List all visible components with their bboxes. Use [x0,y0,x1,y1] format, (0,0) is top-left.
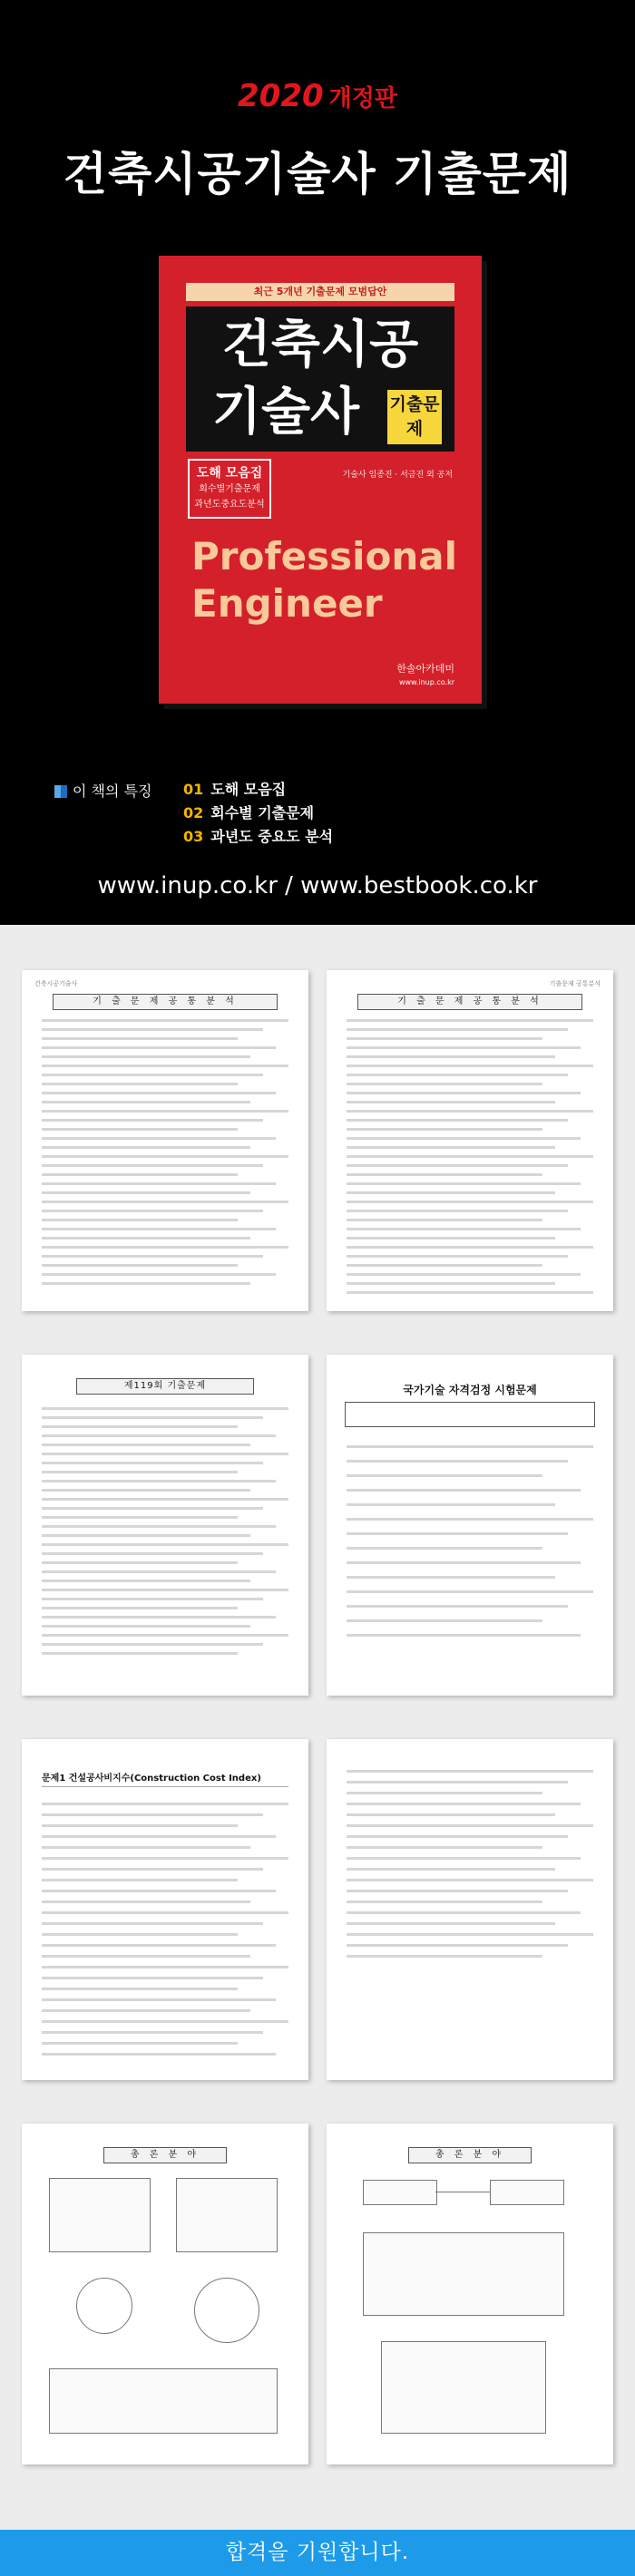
text-line [42,1489,250,1492]
preview-panel-exam [11,1344,624,1706]
text-line [42,1498,288,1501]
text-line [42,1407,288,1410]
divider [42,1786,288,1787]
preview-panel-answer [11,1728,624,2091]
text-line [42,1803,288,1805]
text-line [42,1944,276,1947]
preview-panel-diagrams [11,2113,624,2475]
text-line [347,1246,593,1249]
text-line [42,1988,238,1990]
text-line [42,1643,263,1646]
diagram-figure [490,2180,564,2205]
text-line [42,1155,288,1158]
text-line [42,1480,276,1482]
text-line [42,1625,250,1628]
text-line [347,1879,593,1881]
text-line [42,1813,263,1816]
website-links: www.inup.co.kr / www.bestbook.co.kr [97,872,538,899]
text-line [42,1890,276,1892]
text-line [42,1462,263,1464]
text-line [347,1046,581,1049]
feature-number: 02 [183,804,204,821]
text-line [42,1191,250,1194]
text-line [42,1525,276,1528]
text-line [347,1933,593,1936]
feature-label: 회수별 기출문제 [210,804,315,821]
feature-item [183,825,333,849]
diagram-figure [381,2341,546,2434]
text-line [347,1857,581,1860]
text-line [42,1835,276,1838]
text-line [42,1173,238,1176]
diagram-figure [176,2178,278,2252]
cover-title-line2: 기술사 [211,383,360,442]
cover-yellow-badge: 기출문제 [387,390,442,444]
text-line [42,1868,263,1871]
cover-badge-line2: 회수별기출문제 [199,484,260,494]
text-line [347,1770,593,1773]
text-line [42,1977,263,1979]
text-line [347,1619,542,1622]
preview-page-8 [327,2124,613,2464]
features-heading [54,780,151,801]
text-line [42,1561,238,1564]
text-line [42,1273,276,1276]
text-line [42,1255,263,1258]
text-line [42,1101,250,1103]
cover-english-line1: Professional [191,534,457,578]
grid-icon [54,785,67,798]
text-line [42,1434,276,1437]
text-line [347,1128,542,1131]
text-line [42,1955,250,1958]
diagram-figure [363,2232,564,2316]
cover-publisher [322,662,454,689]
cover-publisher-name: 한솔아카데미 [396,663,454,675]
text-line [347,1182,581,1185]
text-line [347,1173,542,1176]
features-heading-text: 이 책의 특징 [73,783,152,800]
text-line [347,1900,542,1903]
preview-page-6 [327,1739,613,2080]
text-line [347,1146,555,1149]
text-line [347,1868,555,1871]
cover-english-line2: Engineer [191,581,383,626]
text-line [42,1857,288,1860]
text-line [42,2042,238,2045]
cover-title-block [186,306,454,452]
question-heading: 문제1 건설공사비지수(Construction Cost Index) [42,1774,261,1784]
footer-banner: 합격을 기원합니다. [0,2530,635,2576]
text-line [347,1110,593,1113]
text-line [347,1164,568,1167]
feature-label: 과년도 중요도 분석 [210,828,334,845]
text-line [347,1824,593,1827]
features-list [183,778,333,849]
text-line [42,1282,250,1285]
preview-page-2 [327,970,613,1311]
preview-page-4 [327,1355,613,1696]
preview-page-7 [22,2124,308,2464]
text-line [347,1792,542,1794]
text-line [347,1489,581,1492]
text-line [42,1444,250,1446]
text-line [42,1119,263,1122]
text-line [42,1933,238,1936]
cover-author: 기술사 임종진 · 서금진 외 공저 [342,471,453,480]
text-line [347,1137,581,1140]
preview-page-5 [22,1739,308,2080]
book-title: 건축시공기술사 기출문제 [63,148,572,200]
text-line [42,1634,288,1637]
text-line [347,1561,581,1564]
edition-revision: 개정판 [328,85,397,112]
text-line [347,1890,568,1892]
diagram-figure [49,2368,278,2434]
text-line [347,1291,593,1294]
text-line [42,1589,288,1591]
exam-info-box [345,1402,595,1427]
text-line [42,1607,238,1609]
text-line [42,1570,276,1573]
text-line [347,1803,581,1805]
diagram-figure [49,2178,151,2252]
text-line [42,1598,263,1600]
text-line [42,1246,288,1249]
text-line [347,1922,555,1925]
text-line [347,1019,593,1022]
text-line [42,1074,263,1076]
text-line [347,1503,555,1506]
cover-contents-badge [188,459,271,519]
page-title: 제119회 기출문제 [76,1378,254,1395]
text-line [347,1074,568,1076]
text-line [42,1922,263,1925]
hero-banner [0,0,635,925]
text-line [42,1264,238,1267]
text-line [347,1781,568,1784]
text-line [347,1835,568,1838]
text-line [347,1037,542,1040]
text-line [42,2020,288,2023]
book-cover [159,256,482,704]
text-line [42,1083,238,1085]
text-line [42,1064,288,1067]
edition-label [0,78,635,114]
text-line [347,1092,581,1094]
text-line [42,2031,263,2034]
text-line [42,1507,263,1510]
text-line [347,1219,542,1221]
feature-item [183,778,333,802]
text-line [347,1083,542,1085]
feature-number: 03 [183,828,204,845]
text-line [347,1028,568,1031]
text-line [42,1900,250,1903]
text-line [347,1119,568,1122]
feature-item [183,802,333,825]
text-line [42,1210,263,1212]
page-title: 국가기술 자격검정 시험문제 [403,1384,537,1396]
text-line [42,1998,276,2001]
text-line [42,1182,276,1185]
preview-page-1 [22,970,308,1311]
text-line [347,1210,568,1212]
text-line [42,1219,238,1221]
cover-english-title [191,533,457,627]
edition-year: 2020 [238,78,324,114]
text-line [42,1164,263,1167]
text-line [42,2009,250,2012]
page-preview-area [0,925,635,2530]
text-line [42,1552,263,1555]
text-line [42,1846,250,1849]
text-line [347,1813,555,1816]
text-line [42,1110,288,1113]
text-line [42,1580,250,1582]
text-line [347,1532,568,1535]
text-line [42,1453,288,1455]
text-line [42,1652,238,1655]
text-line [42,1534,250,1537]
text-line [42,1471,238,1473]
text-line [42,1966,288,1968]
text-line [42,1543,288,1546]
diagram-figure [363,2180,437,2205]
text-line [347,1273,581,1276]
text-line [347,1264,542,1267]
text-line [347,1155,593,1158]
preview-panel-analysis [11,959,624,1322]
text-line [42,1416,263,1419]
text-line [347,1282,555,1285]
cover-title-line1: 건축시공 [221,316,419,374]
cover-publisher-url: www.inup.co.kr [398,678,454,686]
text-line [42,1824,238,1827]
text-line [347,1101,555,1103]
text-line [347,1201,593,1203]
text-line [347,1460,568,1463]
text-line [347,1634,581,1637]
text-line [347,1064,593,1067]
text-line [42,1201,288,1203]
cover-band: 최근 5개년 기출문제 모범답안 [186,283,454,301]
text-line [347,1955,542,1958]
page-title: 총 론 분 야 [408,2147,532,2163]
text-line [42,1128,238,1131]
text-line [42,1055,250,1058]
text-line [347,1846,542,1849]
text-line [42,1911,288,1914]
text-line [347,1445,593,1448]
text-line [347,1191,555,1194]
text-line [42,1228,276,1230]
preview-page-3 [22,1355,308,1696]
page-title: 기 출 문 제 공 통 분 석 [357,994,582,1010]
text-line [42,1028,263,1031]
text-line [42,1616,276,1619]
text-line [42,1879,238,1881]
text-line [347,1518,593,1521]
text-line [42,1019,288,1022]
diagram-figure [194,2278,259,2343]
text-line [347,1576,555,1579]
text-line [42,1092,276,1094]
text-line [347,1590,593,1593]
text-line [42,1037,238,1040]
page-title: 기 출 문 제 공 통 분 석 [53,994,278,1010]
text-line [42,1237,250,1239]
text-line [42,1516,238,1519]
text-line [42,1046,276,1049]
text-line [347,1944,568,1947]
text-line [347,1255,568,1258]
text-line [347,1605,568,1608]
cover-badge-line1: 도해 모음집 [196,466,263,481]
feature-label: 도해 모음집 [210,781,287,798]
diagram-figure [76,2278,132,2334]
text-line [347,1911,581,1914]
text-line [42,1137,276,1140]
text-line [42,2053,276,2056]
text-line [347,1474,542,1477]
text-line [347,1055,555,1058]
running-header: 건축시공기술사 [34,980,78,987]
feature-number: 01 [183,781,204,798]
page-title: 총 론 분 야 [103,2147,227,2163]
text-line [347,1228,581,1230]
text-line [347,1237,555,1239]
text-line [347,1547,542,1550]
text-line [42,1146,250,1149]
cover-badge-line3: 과년도중요도분석 [194,500,265,510]
text-line [42,1425,238,1428]
running-header: 기출문제 공통분석 [549,980,601,987]
